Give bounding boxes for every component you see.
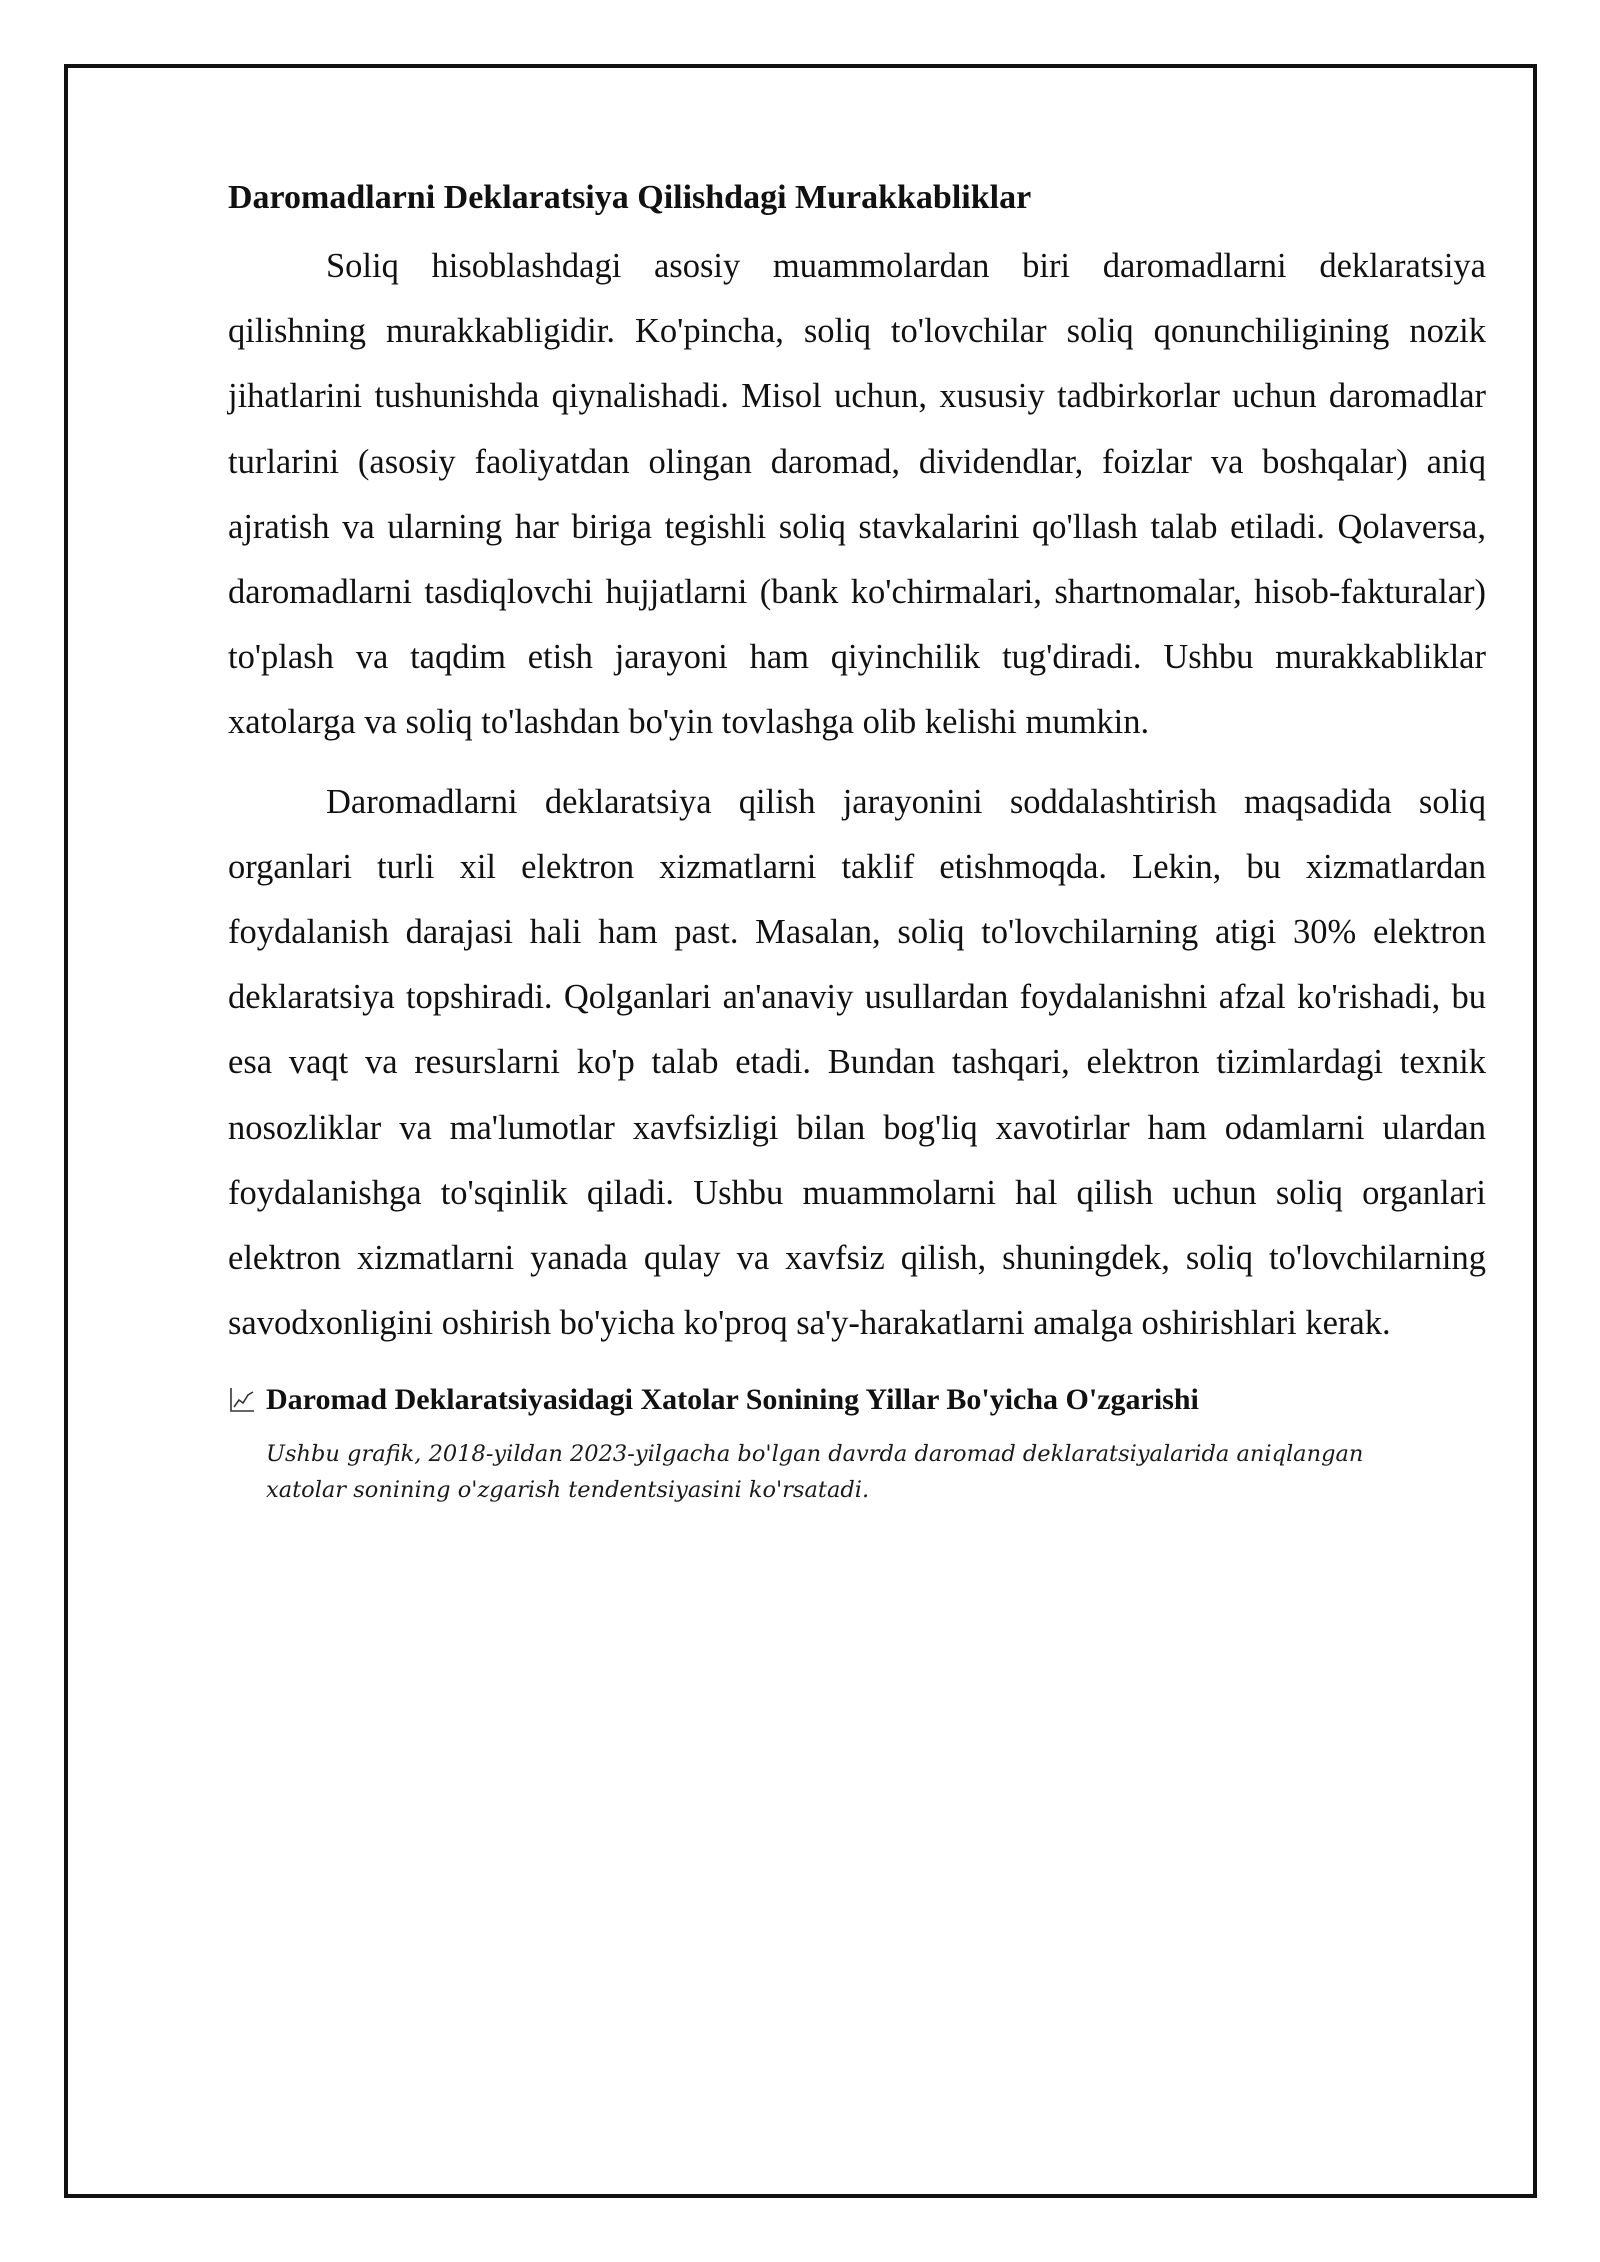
figure-caption: Ushbu grafik, 2018-yildan 2023-yilgacha bo'lgan davrda daromad deklaratsiyalarida aniqlangan xatolar sonining o'zgarish tendentsiyasini ko'rsatadi. xyxy=(266,1441,1364,1504)
figure-title: Daromad Deklaratsiyasidagi Xatolar Sonining Yillar Bo'yicha O'zgarishi xyxy=(266,1383,1199,1417)
body-paragraph-1: Soliq hisoblashdagi asosiy muammolardan biri daromadlarni deklaratsiya qilishning murakkabligidir. Ko'pincha, soliq to'lovchilar soliq qonunchiligining nozik jihatlarini tushunishda qiynalishadi. Misol uchun, xususiy tadbirkorlar uchun daromadlar turlarini (asosiy faoliyatdan olingan daromad, dividendlar, foizlar va boshqalar) aniq ajratish va ularning har biriga tegishli soliq stavkalarini qo'llash talab etiladi. Qolaversa, daromadlarni tasdiqlovchi hujjatlarni (bank ko'chirmalari, shartnomalar, hisob-fakturalar) to'plash va taqdim etish jarayoni ham qiyinchilik tug'diradi. Ushbu murakkabliklar xatolarga va soliq to'lashdan bo'yin tovlashga olib kelishi mumkin. xyxy=(228,247,1486,742)
line-chart-icon xyxy=(228,1386,256,1414)
section-heading: Daromadlarni Deklaratsiya Qilishdagi Murakkabliklar xyxy=(228,179,1032,216)
document-content xyxy=(228,174,1486,1508)
body-paragraph-2: Daromadlarni deklaratsiya qilish jarayonini soddalashtirish maqsadida soliq organlari turli xil elektron xizmatlarni taklif etishmoqda. Lekin, bu xizmatlardan foydalanish darajasi hali ham past. Masalan, soliq to'lovchilarning atigi 30% elektron deklaratsiya topshiradi. Qolganlari an'anaviy usullardan foydalanishni afzal ko'rishadi, bu esa vaqt va resurslarni ko'p talab etadi. Bundan tashqari, elektron tizimlardagi texnik nosozliklar va ma'lumotlar xavfsizligi bilan bog'liq xavotirlar ham odamlarni ulardan foydalanishga to'sqinlik qiladi. Ushbu muammolarni hal qilish uchun soliq organlari elektron xizmatlarni yanada qulay va xavfsiz qilish, shuningdek, soliq to'lovchilarning savodxonligini oshirish bo'yicha ko'proq sa'y-harakatlarni amalga oshirishlari kerak. xyxy=(228,782,1486,1343)
figure-title-row xyxy=(228,1380,1486,1420)
figure-block xyxy=(228,1380,1486,1508)
